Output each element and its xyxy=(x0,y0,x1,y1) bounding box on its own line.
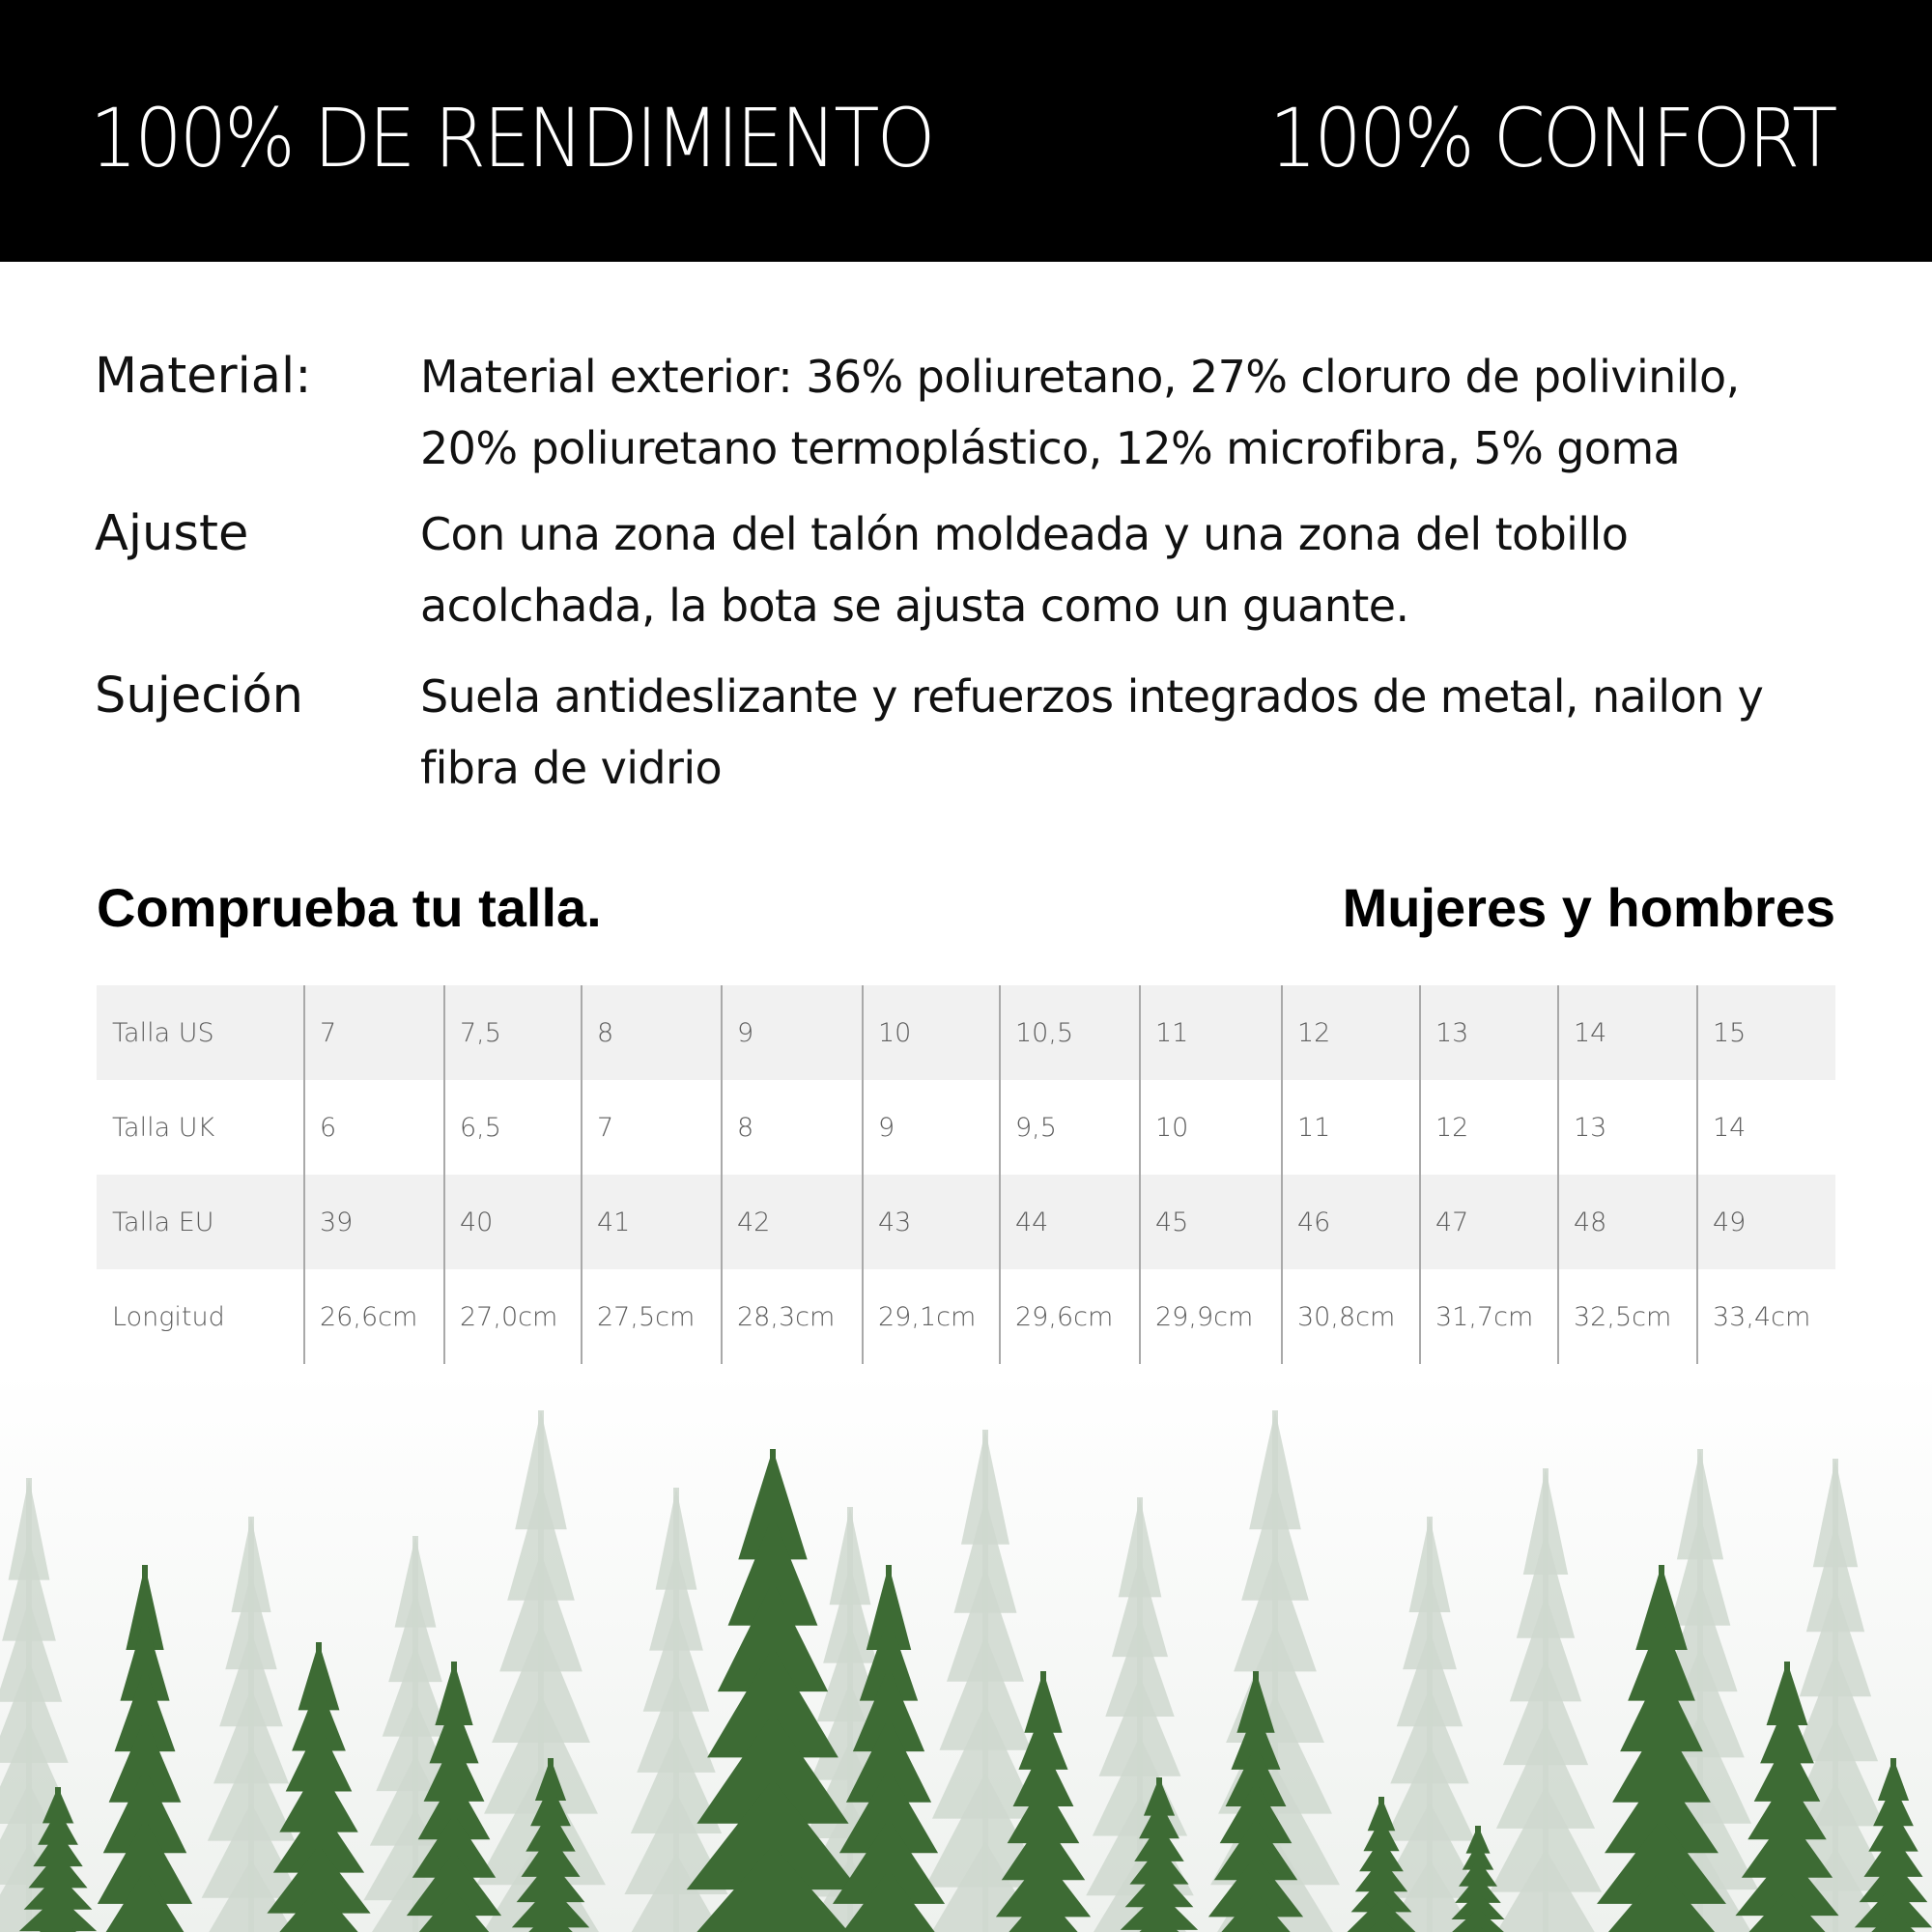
header-banner xyxy=(0,0,1932,262)
size-chart-body xyxy=(97,985,1835,1364)
table-cell: 9,5 xyxy=(1000,1080,1140,1175)
table-cell: 7,5 xyxy=(444,985,582,1080)
pine-tree-trunk xyxy=(1253,1671,1259,1932)
table-row xyxy=(97,1175,1835,1269)
spec-label: Sujeción xyxy=(95,668,303,724)
table-cell: 45 xyxy=(1140,1175,1282,1269)
table-cell: 48 xyxy=(1558,1175,1697,1269)
pine-tree-trunk xyxy=(886,1565,892,1932)
far-tree-trunk xyxy=(673,1488,679,1932)
pine-tree-trunk xyxy=(1890,1758,1896,1932)
size-check-title: Comprueba tu talla. xyxy=(97,877,602,938)
table-cell: 10,5 xyxy=(1000,985,1140,1080)
pine-tree-trunk xyxy=(1378,1797,1384,1932)
table-cell: 6 xyxy=(304,1080,444,1175)
far-tree-trunk xyxy=(26,1478,32,1932)
spec-value: Material exterior: 36% poliuretano, 27% cloruro de polivinilo, 20% poliuretano termoplástico, 12% microfibra, 5% goma xyxy=(420,351,1740,474)
far-tree-trunk xyxy=(1543,1468,1548,1932)
table-cell: 8 xyxy=(722,1080,863,1175)
table-cell: 27,0cm xyxy=(444,1269,582,1364)
table-cell: 13 xyxy=(1558,1080,1697,1175)
pine-tree-trunk xyxy=(770,1449,776,1932)
row-header-cell: Talla EU xyxy=(97,1175,304,1269)
table-cell: 39 xyxy=(304,1175,444,1269)
table-row xyxy=(97,1080,1835,1175)
table-cell: 33,4cm xyxy=(1697,1269,1835,1364)
table-cell: 47 xyxy=(1420,1175,1558,1269)
size-chart-table xyxy=(97,985,1835,1364)
pine-tree-trunk xyxy=(1659,1565,1664,1932)
pine-tree-trunk xyxy=(55,1787,61,1932)
table-cell: 41 xyxy=(582,1175,722,1269)
far-tree-trunk xyxy=(1427,1517,1433,1932)
table-cell: 43 xyxy=(863,1175,1000,1269)
row-header-cell: Talla UK xyxy=(97,1080,304,1175)
table-cell: 46 xyxy=(1282,1175,1420,1269)
table-cell: 15 xyxy=(1697,985,1835,1080)
row-header-cell: Talla US xyxy=(97,985,304,1080)
forest-image xyxy=(0,1372,1932,1932)
table-row xyxy=(97,1269,1835,1364)
pine-tree-trunk xyxy=(1784,1662,1790,1932)
table-cell: 11 xyxy=(1282,1080,1420,1175)
table-cell: 31,7cm xyxy=(1420,1269,1558,1364)
banner-left-text: 100% DE RENDIMIENTO xyxy=(90,91,933,185)
table-cell: 30,8cm xyxy=(1282,1269,1420,1364)
row-header-cell: Longitud xyxy=(97,1269,304,1364)
banner-right-text: 100% CONFORT xyxy=(1269,91,1835,185)
table-cell: 12 xyxy=(1282,985,1420,1080)
far-tree-trunk xyxy=(1697,1449,1703,1932)
table-cell: 32,5cm xyxy=(1558,1269,1697,1364)
table-cell: 14 xyxy=(1558,985,1697,1080)
far-tree-trunk xyxy=(1833,1459,1838,1932)
table-cell: 8 xyxy=(582,985,722,1080)
spec-label: Material: xyxy=(95,348,312,405)
far-tree-trunk xyxy=(982,1430,988,1932)
pine-tree-trunk xyxy=(1475,1826,1481,1932)
spec-label: Ajuste xyxy=(95,505,249,562)
table-cell: 29,9cm xyxy=(1140,1269,1282,1364)
pine-tree-trunk xyxy=(316,1642,322,1932)
table-cell: 49 xyxy=(1697,1175,1835,1269)
pine-tree-trunk xyxy=(451,1662,457,1932)
pine-tree-trunk xyxy=(548,1758,554,1932)
table-cell: 29,1cm xyxy=(863,1269,1000,1364)
size-audience-label: Mujeres y hombres xyxy=(1342,877,1835,938)
table-cell: 29,6cm xyxy=(1000,1269,1140,1364)
table-cell: 26,6cm xyxy=(304,1269,444,1364)
table-cell: 28,3cm xyxy=(722,1269,863,1364)
table-cell: 7 xyxy=(582,1080,722,1175)
table-cell: 11 xyxy=(1140,985,1282,1080)
far-tree-trunk xyxy=(248,1517,254,1932)
pine-tree-trunk xyxy=(142,1565,148,1932)
table-cell: 13 xyxy=(1420,985,1558,1080)
table-cell: 10 xyxy=(863,985,1000,1080)
far-tree-trunk xyxy=(1137,1497,1143,1932)
table-cell: 6,5 xyxy=(444,1080,582,1175)
spec-value: Suela antideslizante y refuerzos integrados de metal, nailon y fibra de vidrio xyxy=(420,670,1764,794)
pine-tree-trunk xyxy=(1156,1777,1162,1932)
table-cell: 10 xyxy=(1140,1080,1282,1175)
table-cell: 9 xyxy=(863,1080,1000,1175)
table-cell: 40 xyxy=(444,1175,582,1269)
spec-value: Con una zona del talón moldeada y una zona del tobillo acolchada, la bota se ajusta como un guante. xyxy=(420,508,1629,632)
far-tree-trunk xyxy=(847,1507,853,1932)
pine-tree-trunk xyxy=(1040,1671,1046,1932)
table-cell: 7 xyxy=(304,985,444,1080)
table-cell: 27,5cm xyxy=(582,1269,722,1364)
table-cell: 12 xyxy=(1420,1080,1558,1175)
table-cell: 44 xyxy=(1000,1175,1140,1269)
table-cell: 9 xyxy=(722,985,863,1080)
table-row xyxy=(97,985,1835,1080)
table-cell: 14 xyxy=(1697,1080,1835,1175)
table-cell: 42 xyxy=(722,1175,863,1269)
